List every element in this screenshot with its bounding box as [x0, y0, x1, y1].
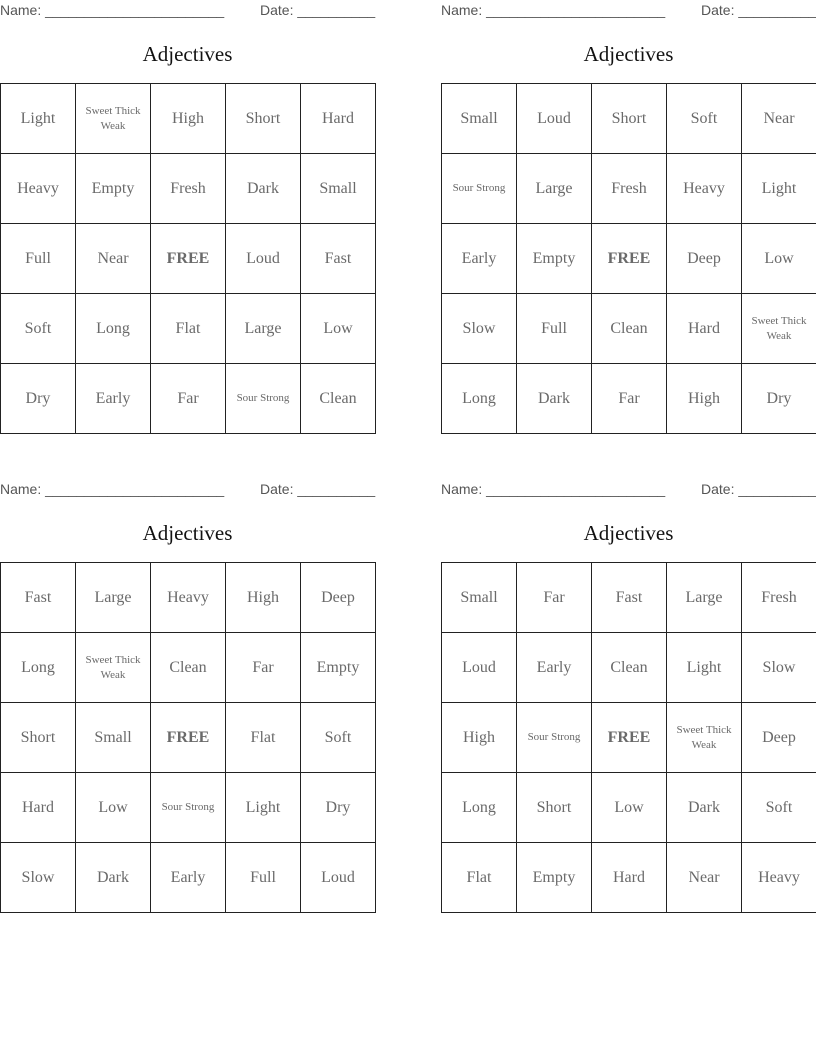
word-cell [667, 224, 742, 294]
cell-text: Hard [688, 319, 720, 337]
word-cell [1, 773, 76, 843]
cell-text: Short [536, 798, 572, 816]
word-cell [151, 563, 226, 633]
cell-text: Deep [687, 249, 721, 267]
cell-text: Far [177, 389, 199, 407]
card-header [441, 2, 816, 20]
name-field: Name: _______________________ [441, 481, 666, 497]
cell-text: Fast [24, 588, 52, 606]
cell-text: Empty [316, 658, 360, 676]
word-cell [517, 703, 592, 773]
cell-text: Flat [250, 728, 276, 746]
word-cell [151, 364, 226, 434]
word-cell [76, 703, 151, 773]
cell-text: Deep [321, 588, 355, 606]
cell-text: Sweet Thick Weak [676, 723, 732, 751]
date-field: Date: __________ [260, 2, 376, 18]
word-cell [667, 843, 742, 913]
word-cell [742, 224, 816, 294]
word-cell [151, 843, 226, 913]
cell-text: Early [170, 868, 206, 886]
word-cell [1, 84, 76, 154]
word-cell [742, 84, 816, 154]
bingo-grid [0, 562, 376, 913]
cell-text: Low [323, 319, 353, 337]
cell-text: Slow [462, 319, 496, 337]
cell-text: Near [763, 109, 795, 127]
cell-text: Soft [324, 728, 352, 746]
cell-text: Far [543, 588, 565, 606]
word-cell [1, 364, 76, 434]
cell-text: Empty [532, 868, 576, 886]
grid-row [442, 84, 816, 154]
date-field: Date: __________ [701, 2, 816, 18]
word-cell [301, 364, 376, 434]
word-cell [517, 294, 592, 364]
card-title: Adjectives [583, 521, 674, 545]
word-cell [1, 563, 76, 633]
cell-text: FREE [607, 728, 651, 746]
cell-text: Short [20, 728, 56, 746]
card-title: Adjectives [142, 521, 233, 545]
word-cell [592, 84, 667, 154]
cell-text: Low [614, 798, 644, 816]
cell-text: Short [611, 109, 647, 127]
card-title: Adjectives [142, 42, 233, 66]
word-cell [592, 294, 667, 364]
cell-text: Light [686, 658, 722, 676]
grid-row [442, 224, 816, 294]
word-cell [517, 364, 592, 434]
cell-text: Dry [766, 389, 792, 407]
name-field: Name: _______________________ [441, 2, 666, 18]
word-cell [442, 843, 517, 913]
cell-text: Dry [25, 389, 51, 407]
free-space-cell [592, 224, 667, 294]
grid-row [442, 773, 816, 843]
cell-text: Sour Strong [452, 182, 506, 195]
word-cell [442, 154, 517, 224]
cell-text: Heavy [758, 868, 800, 886]
cell-text: Dark [97, 868, 129, 886]
word-cell [1, 703, 76, 773]
word-cell [442, 364, 517, 434]
word-cell [301, 154, 376, 224]
cell-text: Sweet Thick Weak [85, 653, 141, 681]
word-cell [226, 563, 301, 633]
grid-row [1, 633, 376, 703]
bingo-card-3 [0, 479, 375, 911]
word-cell [442, 703, 517, 773]
word-cell [667, 154, 742, 224]
cell-text: Clean [610, 658, 648, 676]
bingo-grid [0, 83, 376, 434]
word-cell [517, 773, 592, 843]
cell-text: Long [21, 658, 55, 676]
grid-row [1, 154, 376, 224]
cell-text: Low [98, 798, 128, 816]
word-cell [1, 224, 76, 294]
grid-row [442, 843, 816, 913]
word-cell [301, 773, 376, 843]
cell-text: Hard [613, 868, 645, 886]
word-cell [1, 294, 76, 364]
word-cell [742, 773, 816, 843]
cell-text: FREE [166, 728, 210, 746]
grid-row [1, 843, 376, 913]
cell-text: Soft [690, 109, 718, 127]
word-cell [517, 84, 592, 154]
name-field: Name: _______________________ [0, 481, 225, 497]
cell-text: Near [688, 868, 720, 886]
word-cell [517, 633, 592, 703]
word-cell [667, 294, 742, 364]
cell-text: Long [462, 798, 496, 816]
word-cell [742, 364, 816, 434]
cell-text: Clean [169, 658, 207, 676]
word-cell [1, 633, 76, 703]
word-cell [76, 633, 151, 703]
word-cell [742, 843, 816, 913]
cell-text: Loud [537, 109, 571, 127]
cell-text: Loud [246, 249, 280, 267]
word-cell [442, 633, 517, 703]
cell-text: Early [536, 658, 572, 676]
cell-text: Flat [175, 319, 201, 337]
grid-row [442, 703, 816, 773]
cell-text: FREE [607, 249, 651, 267]
grid-row [442, 294, 816, 364]
bingo-card-1 [0, 0, 375, 432]
word-cell [76, 773, 151, 843]
cell-text: Large [244, 319, 282, 337]
cell-text: Sweet Thick Weak [85, 104, 141, 132]
word-cell [226, 364, 301, 434]
cell-text: Short [245, 109, 281, 127]
cell-text: Small [94, 728, 132, 746]
grid-row [442, 364, 816, 434]
date-field: Date: __________ [701, 481, 816, 497]
grid-row [442, 154, 816, 224]
word-cell [592, 843, 667, 913]
word-cell [667, 563, 742, 633]
grid-row [442, 633, 816, 703]
word-cell [226, 843, 301, 913]
cell-text: Light [245, 798, 281, 816]
word-cell [517, 843, 592, 913]
cell-text: Slow [21, 868, 55, 886]
word-cell [151, 773, 226, 843]
cell-text: High [688, 389, 720, 407]
cell-text: Clean [319, 389, 357, 407]
word-cell [667, 364, 742, 434]
cell-text: Fast [615, 588, 643, 606]
cell-text: Sour Strong [161, 801, 215, 814]
cell-text: Full [541, 319, 567, 337]
cell-text: FREE [166, 249, 210, 267]
word-cell [742, 703, 816, 773]
card-title: Adjectives [583, 42, 674, 66]
word-cell [76, 364, 151, 434]
word-cell [226, 154, 301, 224]
word-cell [226, 773, 301, 843]
grid-row [1, 773, 376, 843]
word-cell [76, 294, 151, 364]
cell-text: Heavy [17, 179, 59, 197]
cell-text: High [463, 728, 495, 746]
cell-text: Empty [532, 249, 576, 267]
word-cell [667, 84, 742, 154]
grid-row [1, 364, 376, 434]
word-cell [301, 563, 376, 633]
grid-row [442, 563, 816, 633]
cell-text: Sour Strong [527, 731, 581, 744]
word-cell [226, 224, 301, 294]
word-cell [226, 633, 301, 703]
cell-text: Deep [762, 728, 796, 746]
bingo-card-4 [441, 479, 816, 911]
cell-text: Long [462, 389, 496, 407]
word-cell [667, 773, 742, 843]
word-cell [76, 224, 151, 294]
cell-text: Fresh [170, 179, 206, 197]
cell-text: Full [250, 868, 276, 886]
cell-text: Fast [324, 249, 352, 267]
bingo-grid [441, 562, 816, 913]
cell-text: Full [25, 249, 51, 267]
cell-text: Loud [462, 658, 496, 676]
cell-text: Heavy [167, 588, 209, 606]
card-header [441, 481, 816, 499]
word-cell [301, 84, 376, 154]
word-cell [151, 154, 226, 224]
cell-text: Long [96, 319, 130, 337]
cell-text: Clean [610, 319, 648, 337]
cell-text: Large [94, 588, 132, 606]
grid-row [1, 703, 376, 773]
word-cell [151, 294, 226, 364]
word-cell [76, 563, 151, 633]
cell-text: Light [20, 109, 56, 127]
cell-text: Large [535, 179, 573, 197]
word-cell [226, 294, 301, 364]
cell-text: Flat [466, 868, 492, 886]
card-header [0, 2, 375, 20]
word-cell [442, 224, 517, 294]
word-cell [667, 703, 742, 773]
word-cell [226, 703, 301, 773]
cell-text: Soft [765, 798, 793, 816]
cell-text: Early [461, 249, 497, 267]
word-cell [151, 84, 226, 154]
cell-text: Early [95, 389, 131, 407]
free-space-cell [151, 703, 226, 773]
cell-text: Small [460, 109, 498, 127]
cell-text: Hard [22, 798, 54, 816]
cell-text: Heavy [683, 179, 725, 197]
word-cell [742, 633, 816, 703]
cell-text: Fresh [761, 588, 797, 606]
word-cell [517, 224, 592, 294]
cell-text: Empty [91, 179, 135, 197]
cell-text: High [172, 109, 204, 127]
bingo-card-2 [441, 0, 816, 432]
grid-row [1, 294, 376, 364]
card-header [0, 481, 375, 499]
cell-text: High [247, 588, 279, 606]
word-cell [1, 154, 76, 224]
cell-text: Dark [688, 798, 720, 816]
word-cell [301, 843, 376, 913]
name-field: Name: _______________________ [0, 2, 225, 18]
word-cell [517, 154, 592, 224]
word-cell [592, 773, 667, 843]
word-cell [301, 703, 376, 773]
word-cell [301, 633, 376, 703]
cell-text: Sweet Thick Weak [751, 314, 807, 342]
cell-text: Dark [247, 179, 279, 197]
word-cell [517, 563, 592, 633]
word-cell [442, 84, 517, 154]
word-cell [592, 633, 667, 703]
cell-text: Hard [322, 109, 354, 127]
word-cell [442, 563, 517, 633]
grid-row [1, 563, 376, 633]
word-cell [76, 84, 151, 154]
free-space-cell [151, 224, 226, 294]
cell-text: Fresh [611, 179, 647, 197]
word-cell [1, 843, 76, 913]
cell-text: Dry [325, 798, 351, 816]
word-cell [592, 154, 667, 224]
word-cell [76, 154, 151, 224]
word-cell [151, 633, 226, 703]
bingo-grid [441, 83, 816, 434]
cell-text: Dark [538, 389, 570, 407]
cell-text: Far [252, 658, 274, 676]
cell-text: Small [319, 179, 357, 197]
grid-row [1, 224, 376, 294]
cell-text: Slow [762, 658, 796, 676]
word-cell [76, 843, 151, 913]
date-field: Date: __________ [260, 481, 376, 497]
word-cell [742, 154, 816, 224]
grid-row [1, 84, 376, 154]
cell-text: Low [764, 249, 794, 267]
word-cell [226, 84, 301, 154]
word-cell [301, 224, 376, 294]
cell-text: Sour Strong [236, 392, 290, 405]
word-cell [667, 633, 742, 703]
word-cell [742, 563, 816, 633]
free-space-cell [592, 703, 667, 773]
word-cell [442, 773, 517, 843]
cell-text: Loud [321, 868, 355, 886]
word-cell [301, 294, 376, 364]
word-cell [592, 563, 667, 633]
word-cell [592, 364, 667, 434]
cell-text: Far [618, 389, 640, 407]
cell-text: Near [97, 249, 129, 267]
word-cell [442, 294, 517, 364]
cell-text: Small [460, 588, 498, 606]
cell-text: Soft [24, 319, 52, 337]
cell-text: Light [761, 179, 797, 197]
cell-text: Large [685, 588, 723, 606]
word-cell [742, 294, 816, 364]
